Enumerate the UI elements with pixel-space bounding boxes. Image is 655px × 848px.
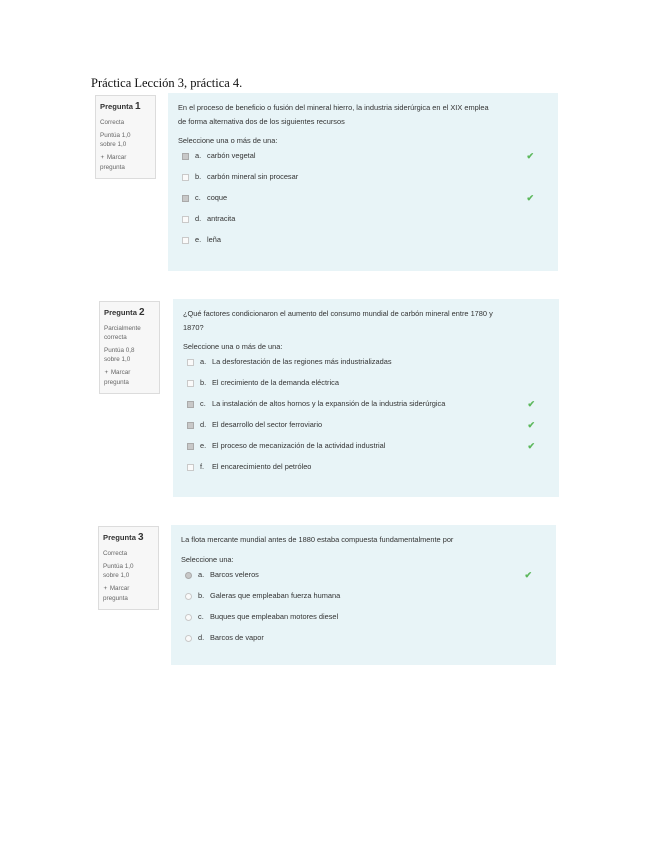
question-content-2 <box>173 299 559 497</box>
answer-checkbox[interactable] <box>182 216 189 223</box>
answer-radio[interactable] <box>185 635 192 642</box>
option-letter: f. <box>200 462 205 472</box>
answer-checkbox[interactable] <box>187 359 194 366</box>
answer-checkbox[interactable] <box>182 153 189 160</box>
flag-icon: 🟄 <box>103 585 108 592</box>
option-letter: d. <box>200 420 207 430</box>
question-state: Parcialmente correcta <box>104 324 141 341</box>
option-text: Barcos veleros <box>210 569 259 579</box>
question-number: Pregunta 2 <box>104 307 145 318</box>
option-letter: b. <box>200 378 207 388</box>
question-content-1 <box>168 93 558 271</box>
answer-option[interactable] <box>178 192 548 213</box>
option-letter: b. <box>195 172 202 182</box>
option-letter: a. <box>195 151 202 161</box>
answer-options <box>178 150 548 255</box>
option-letter: e. <box>200 441 207 451</box>
answer-checkbox[interactable] <box>182 237 189 244</box>
answer-prompt: Seleccione una: <box>181 554 234 564</box>
option-letter: c. <box>200 399 206 409</box>
option-text: El encarecimiento del petróleo <box>212 462 312 472</box>
answer-option[interactable] <box>178 171 548 192</box>
option-text: Galeras que empleaban fuerza humana <box>210 590 341 600</box>
answer-checkbox[interactable] <box>182 195 189 202</box>
answer-options <box>183 356 549 482</box>
answer-option[interactable] <box>181 569 546 590</box>
option-text: Barcos de vapor <box>210 632 264 642</box>
option-text: coque <box>207 193 228 203</box>
checkmark-icon: ✔ <box>527 420 535 431</box>
option-letter: d. <box>195 214 202 224</box>
answer-radio[interactable] <box>185 593 192 600</box>
question-number: Pregunta 3 <box>103 532 144 543</box>
option-text: antracita <box>207 214 236 224</box>
answer-radio[interactable] <box>185 572 192 579</box>
question-state: Correcta <box>100 118 125 126</box>
answer-option[interactable] <box>183 398 549 419</box>
answer-option[interactable] <box>181 611 546 632</box>
question-info-2 <box>99 301 160 394</box>
option-text: El crecimiento de la demanda eléctrica <box>212 378 339 388</box>
checkmark-icon: ✔ <box>527 441 535 452</box>
flag-icon: 🟄 <box>104 370 109 376</box>
answer-checkbox[interactable] <box>187 422 194 429</box>
question-text: ¿Qué factores condicionaron el aumento del consumo mundial de carbón mineral entre 1780 y 1870? <box>183 309 493 332</box>
option-text: El desarrollo del sector ferroviario <box>212 420 323 430</box>
answer-option[interactable] <box>181 632 546 653</box>
answer-option[interactable] <box>183 419 549 440</box>
flag-question-link[interactable]: 🟄 Marcar pregunta <box>100 153 127 171</box>
answer-option[interactable] <box>183 377 549 398</box>
answer-radio[interactable] <box>185 614 192 621</box>
option-letter: d. <box>198 632 205 642</box>
answer-option[interactable] <box>178 213 548 234</box>
answer-option[interactable] <box>181 590 546 611</box>
question-text: La flota mercante mundial antes de 1880 estaba compuesta fundamentalmente por <box>181 535 454 544</box>
checkmark-icon: ✔ <box>526 151 534 162</box>
answer-option[interactable] <box>178 150 548 171</box>
checkmark-icon: ✔ <box>524 569 532 580</box>
option-letter: a. <box>198 569 205 579</box>
option-text: Buques que empleaban motores diesel <box>210 611 339 621</box>
page-title: Práctica Lección 3, práctica 4. <box>91 76 243 90</box>
answer-option[interactable] <box>183 461 549 482</box>
question-content-3 <box>171 525 556 665</box>
question-number: Pregunta 1 <box>100 101 141 112</box>
answer-checkbox[interactable] <box>182 174 189 181</box>
question-info-1 <box>95 95 156 179</box>
answer-options <box>181 569 546 653</box>
answer-checkbox[interactable] <box>187 464 194 471</box>
option-text: La desforestación de las regiones más industrializadas <box>212 357 392 367</box>
answer-prompt: Seleccione una o más de una: <box>183 342 283 352</box>
question-grade: Puntúa 1,0 sobre 1,0 <box>100 131 131 148</box>
flag-icon: 🟄 <box>100 154 105 161</box>
answer-option[interactable] <box>183 356 549 377</box>
option-letter: c. <box>198 611 204 621</box>
answer-prompt: Seleccione una o más de una: <box>178 136 278 146</box>
question-grade: Puntúa 0,8 sobre 1,0 <box>104 346 135 363</box>
answer-option[interactable] <box>178 234 548 255</box>
option-text: La instalación de altos hornos y la expansión de la industria siderúrgica <box>212 399 446 409</box>
answer-checkbox[interactable] <box>187 380 194 387</box>
option-letter: b. <box>198 590 205 600</box>
option-letter: e. <box>195 235 202 245</box>
option-letter: c. <box>195 193 201 203</box>
answer-checkbox[interactable] <box>187 401 194 408</box>
question-grade: Puntúa 1,0 sobre 1,0 <box>103 562 134 579</box>
question-state: Correcta <box>103 549 128 557</box>
answer-option[interactable] <box>183 440 549 461</box>
answer-checkbox[interactable] <box>187 443 194 450</box>
flag-question-link[interactable]: 🟄 Marcar pregunta <box>103 584 130 602</box>
option-letter: a. <box>200 357 207 367</box>
option-text: leña <box>207 235 221 245</box>
option-text: carbón mineral sin procesar <box>207 172 299 182</box>
option-text: El proceso de mecanización de la actividad industrial <box>212 441 386 451</box>
option-text: carbón vegetal <box>207 151 256 161</box>
checkmark-icon: ✔ <box>526 193 534 204</box>
flag-question-link[interactable]: 🟄 Marcar pregunta <box>104 369 131 386</box>
question-info-3 <box>98 526 159 610</box>
question-text: En el proceso de beneficio o fusión del mineral hierro, la industria siderúrgica en el XIX emplea de forma alternativa dos de los siguientes recursos <box>178 103 489 126</box>
checkmark-icon: ✔ <box>527 399 535 410</box>
